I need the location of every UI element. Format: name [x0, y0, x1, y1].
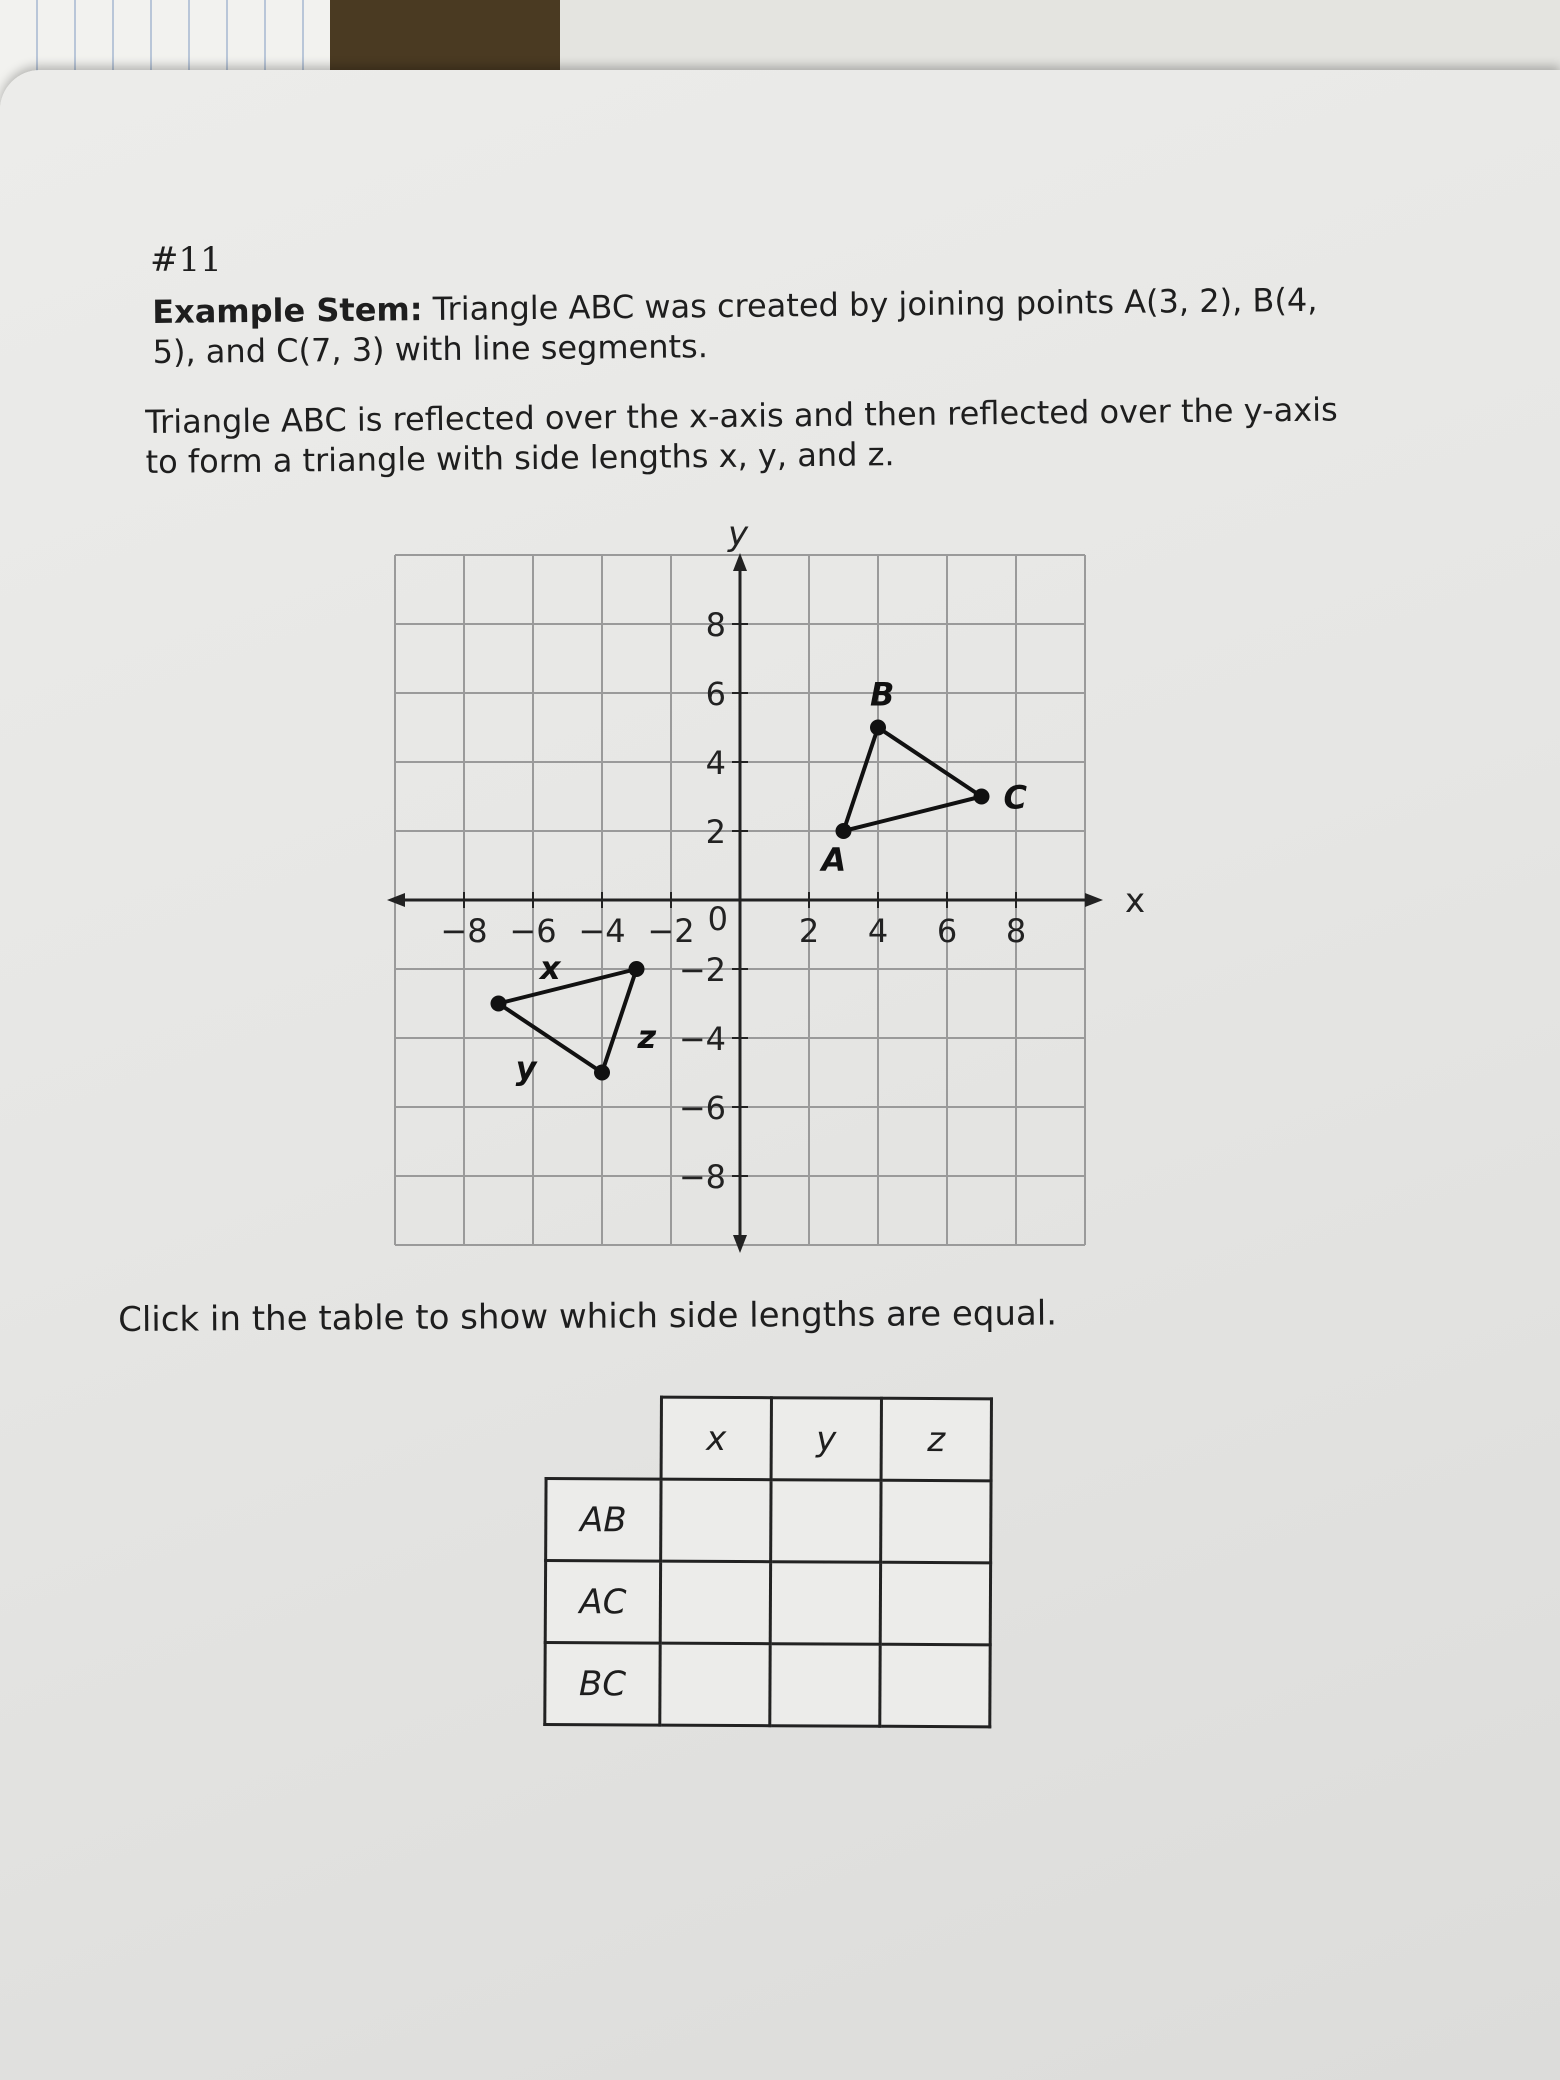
origin-label: 0 — [707, 900, 728, 938]
x-axis-arrow-right — [1085, 893, 1103, 907]
y-tick-label: 4 — [705, 744, 726, 782]
x-tick-label: −8 — [440, 912, 488, 950]
cell-ac-x[interactable] — [660, 1561, 770, 1644]
row-header-ab: AB — [546, 1479, 661, 1562]
y-tick-label: −4 — [678, 1020, 726, 1058]
table-header-row — [546, 1397, 991, 1481]
side-label-y: y — [515, 1049, 537, 1088]
triangle-vertex-point — [974, 789, 990, 805]
x-tick-label: 6 — [936, 912, 958, 950]
triangle-vertex-point — [870, 720, 886, 736]
table-row-bc — [545, 1643, 990, 1727]
cell-bc-z[interactable] — [880, 1644, 990, 1727]
triangle-vertex-point — [836, 823, 852, 839]
column-header-z: z — [881, 1398, 991, 1481]
x-tick-label: −4 — [578, 912, 626, 950]
triangle-vertex-point — [594, 1065, 610, 1081]
y-tick-label: −2 — [678, 951, 726, 989]
y-tick-label: 2 — [705, 813, 726, 851]
table-instruction: Click in the table to show which side lengths are equal. — [118, 1293, 1058, 1340]
vertex-label-b: B — [870, 675, 895, 714]
y-tick-label: −8 — [678, 1158, 726, 1196]
y-tick-label: −6 — [678, 1089, 726, 1127]
cell-ac-z[interactable] — [880, 1562, 990, 1645]
vertex-label-a: A — [821, 841, 847, 879]
item-number: #11 — [150, 240, 222, 280]
question-prompt: Triangle ABC is reflected over the x-axis and then reflected over the y-axis to form a triangle with side lengths x, y, and z. — [145, 390, 1338, 481]
y-axis-label: y — [728, 514, 749, 554]
vertex-label-c: C — [1003, 778, 1027, 817]
x-tick-label: 2 — [798, 912, 820, 950]
side-label-x: x — [539, 949, 561, 987]
x-tick-label: 4 — [867, 912, 889, 950]
y-tick-label: 6 — [705, 675, 726, 713]
table-corner — [546, 1397, 661, 1480]
x-tick-label: −2 — [647, 912, 695, 950]
triangle-vertex-point — [629, 961, 645, 977]
side-label-z: z — [637, 1018, 657, 1056]
triangle-abc — [844, 728, 982, 832]
column-header-y: y — [771, 1398, 881, 1481]
x-tick-label: 8 — [1005, 912, 1027, 950]
cell-ac-y[interactable] — [770, 1562, 880, 1645]
coordinate-graph — [370, 514, 1146, 1270]
cell-ab-x[interactable] — [661, 1479, 771, 1562]
matching-table — [543, 1395, 993, 1728]
stem-label: Example Stem: — [152, 290, 423, 331]
cell-ab-z[interactable] — [881, 1480, 991, 1563]
table-row-ab — [546, 1479, 991, 1563]
x-axis-label: x — [1125, 881, 1146, 921]
cell-bc-y[interactable] — [770, 1644, 880, 1727]
stem-text: Triangle ABC was created by joining points A(3, 2), B(4, 5), and C(7, 3) with line segments. — [152, 280, 1318, 371]
column-header-x: x — [661, 1397, 771, 1480]
y-tick-label: 8 — [705, 606, 726, 644]
cell-ab-y[interactable] — [771, 1480, 881, 1563]
example-stem — [152, 279, 1353, 372]
triangle-vertex-point — [491, 996, 507, 1012]
row-header-bc: BC — [545, 1643, 660, 1726]
row-header-ac: AC — [545, 1561, 660, 1644]
cell-bc-x[interactable] — [660, 1643, 770, 1726]
table-row-ac — [545, 1561, 990, 1645]
x-tick-label: −6 — [509, 912, 557, 950]
